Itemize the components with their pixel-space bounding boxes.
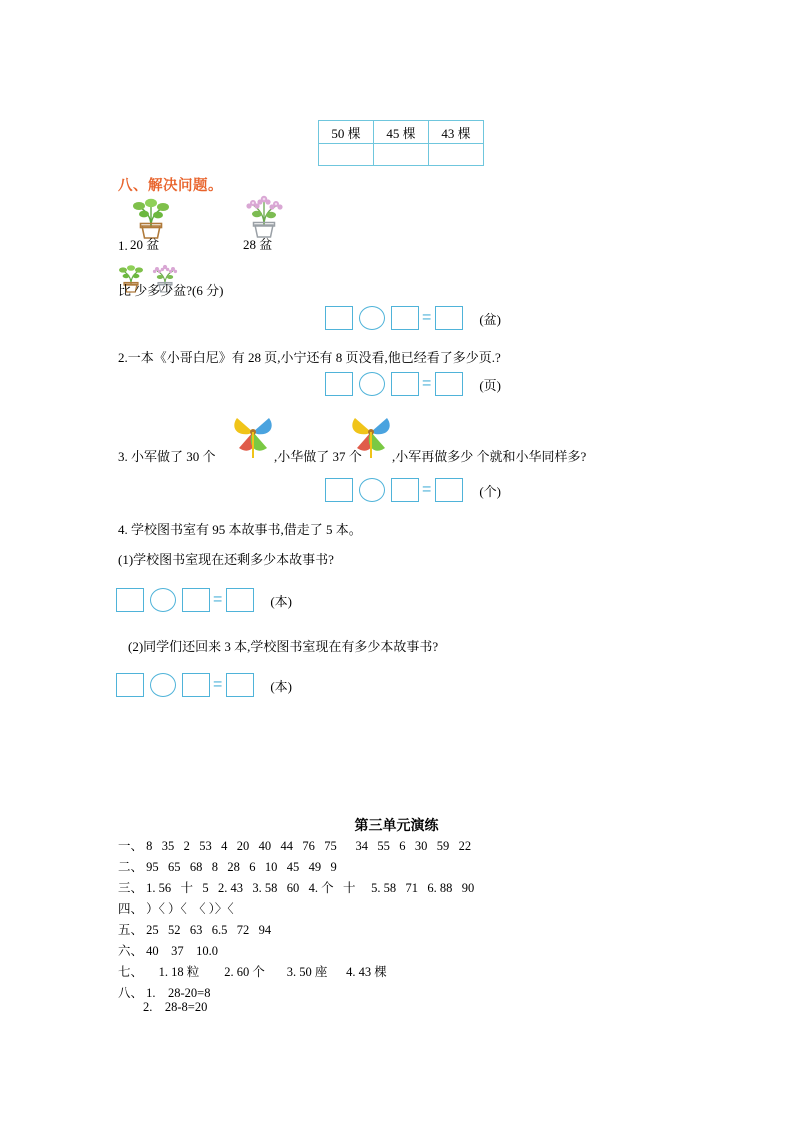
answer-key-line: 六、 40 37 10.0 — [118, 944, 219, 958]
problem-3-text-c: ,小军再做多少 个就和小华同样多? — [392, 449, 587, 464]
pinwheel-icon — [227, 406, 279, 458]
equals-sign: = — [422, 481, 432, 498]
answer-key-line: 一、 8 35 2 53 4 20 40 44 76 75 34 55 6 30 59 22 — [118, 839, 472, 853]
operator-circle[interactable] — [359, 306, 385, 330]
answer-key-line: 2. 28-8=20 — [118, 1000, 208, 1014]
unit-label: (页) — [479, 377, 502, 393]
answer-box[interactable] — [391, 372, 419, 396]
operator-circle[interactable] — [359, 478, 385, 502]
operator-circle[interactable] — [150, 588, 176, 612]
tree-count-table — [318, 120, 484, 166]
problem-4a-answer-row[interactable] — [116, 588, 292, 612]
problem-1-count-a: 20 盆 — [130, 237, 160, 252]
section-heading: 八、解决问题。 — [118, 178, 223, 194]
problem-3-text-b: ,小华做了 37 个 — [274, 449, 362, 464]
answer-box[interactable] — [226, 673, 254, 697]
answer-box[interactable] — [325, 372, 353, 396]
equals-sign: = — [422, 375, 432, 392]
problem-2-answer-row[interactable] — [325, 372, 501, 396]
unit-label: (个) — [479, 483, 502, 499]
answer-key-line: 三、 1. 56 十 5 2. 43 3. 58 60 4. 个 十 5. 58 71 6. 88 90 — [118, 881, 475, 895]
potted-plant-icon — [131, 196, 171, 240]
problem-4-sub2: (2)同学们还回来 3 本,学校图书室现在有多少本故事书? — [128, 639, 439, 654]
equals-sign: = — [422, 309, 432, 326]
table-row — [319, 121, 484, 144]
table-cell-blank[interactable] — [374, 144, 429, 166]
unit-label: (盆) — [479, 311, 502, 327]
table-cell: 50 棵 — [319, 121, 374, 144]
problem-1-answer-row[interactable] — [325, 306, 501, 330]
answer-box[interactable] — [391, 306, 419, 330]
table-cell: 45 棵 — [374, 121, 429, 144]
operator-circle[interactable] — [150, 673, 176, 697]
answer-box[interactable] — [435, 372, 463, 396]
problem-1-question: 比 少多少盆?(6 分) — [118, 283, 224, 298]
table-row — [319, 144, 484, 166]
answer-key-line: 八、 1. 28-20=8 — [118, 986, 211, 1000]
answer-box[interactable] — [226, 588, 254, 612]
answer-box[interactable] — [325, 306, 353, 330]
answer-box[interactable] — [116, 673, 144, 697]
answer-key-title: 第三单元演练 — [354, 817, 439, 833]
answer-key-line: 四、 ）〈 ）〈 〈 ）〉〈 — [118, 902, 234, 916]
table-cell-blank[interactable] — [319, 144, 374, 166]
answer-box[interactable] — [116, 588, 144, 612]
problem-4-text: 4. 学校图书室有 95 本故事书,借走了 5 本。 — [118, 522, 362, 537]
answer-box[interactable] — [391, 478, 419, 502]
problem-4-sub1: (1)学校图书室现在还剩多少本故事书? — [118, 552, 334, 567]
answer-box[interactable] — [182, 588, 210, 612]
answer-box[interactable] — [182, 673, 210, 697]
answer-key-line: 七、 1. 18 粒 2. 60 个 3. 50 座 4. 43 棵 — [118, 965, 387, 979]
operator-circle[interactable] — [359, 372, 385, 396]
problem-3-answer-row[interactable] — [325, 478, 501, 502]
answer-box[interactable] — [435, 306, 463, 330]
problem-3-text-a: 3. 小军做了 30 个 — [118, 449, 216, 464]
problem-2-text: 2.一本《小哥白尼》有 28 页,小宁还有 8 页没看,他已经看了多少页.? — [118, 350, 501, 365]
answer-key-line: 二、 95 65 68 8 28 6 10 45 49 9 — [118, 860, 337, 874]
unit-label: (本) — [270, 678, 293, 694]
answer-box[interactable] — [435, 478, 463, 502]
equals-sign: = — [213, 591, 223, 608]
answer-key-line: 五、 25 52 63 6.5 72 94 — [118, 923, 272, 937]
answer-box[interactable] — [325, 478, 353, 502]
unit-label: (本) — [270, 593, 293, 609]
problem-1-count-b: 28 盆 — [243, 237, 273, 252]
problem-1-number: 1. — [118, 238, 128, 253]
equals-sign: = — [213, 676, 223, 693]
flower-pot-icon — [243, 193, 285, 239]
table-cell-blank[interactable] — [429, 144, 484, 166]
problem-4b-answer-row[interactable] — [116, 673, 292, 697]
table-cell: 43 棵 — [429, 121, 484, 144]
